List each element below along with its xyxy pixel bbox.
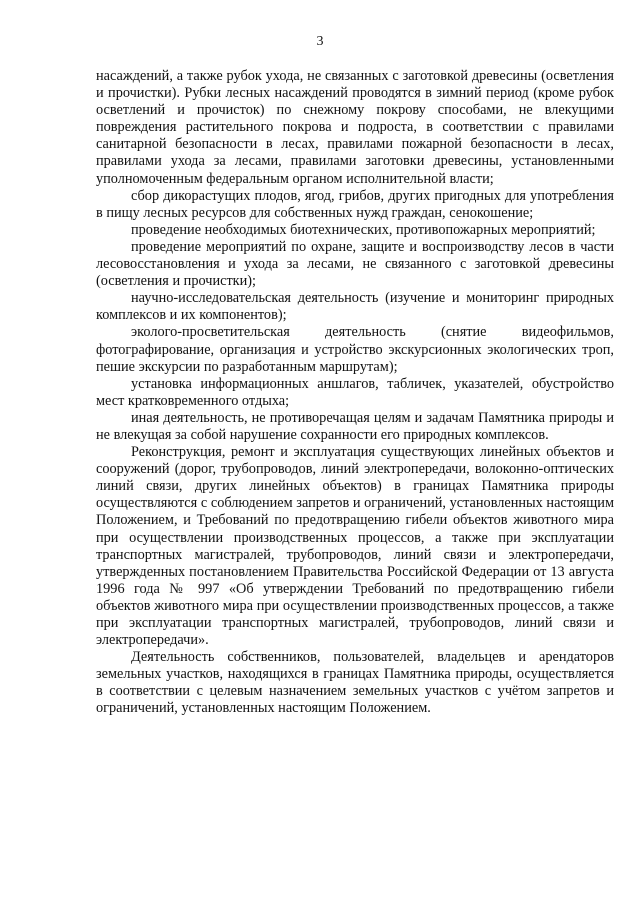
paragraph: иная деятельность, не противоречащая целям и задачам Памятника природы и не влекущая за собой нарушение сохранности его природных комплексов.	[96, 409, 614, 443]
paragraph: установка информационных аншлагов, табличек, указателей, обустройство мест кратковременного отдыха;	[96, 375, 614, 409]
paragraph: проведение необходимых биотехнических, противопожарных мероприятий;	[131, 221, 596, 238]
paragraph: насаждений, а также рубок ухода, не связанных с заготовкой древесины (осветления и прочистки). Рубки лесных насаждений проводятся в зимний период (кроме рубок осветлений и прочисток) по снежному покрову способами, не влекущими повреждения растительного покрова и подроста, в соответствии с правилами санитарной безопасности в лесах, правилами пожарной безопасности в лесах, правилами ухода за лесами, правилами заготовки древесины, установленными уполномоченным федеральным органом исполнительной власти;	[96, 68, 614, 187]
paragraph: научно-исследовательская деятельность (изучение и мониторинг природных комплексов и их компонентов);	[96, 290, 614, 324]
paragraph: Реконструкция, ремонт и эксплуатация существующих линейных объектов и сооружений (дорог, трубопроводов, линий электропередачи, волоконно-оптических линий связи, других линейных объектов) в границах Памятника природы осуществляются с соблюдением запретов и ограничений, установленных настоящим Положением, и Требований по предотвращению гибели объектов животного мира при осуществлении производственных процессов, а также при эксплуатации транспортных магистралей, трубопроводов, линий связи и электропередачи, утвержденных постановлением Правительства Российской Федерации от 13 августа 1996 года № 997 «Об утверждении Требований по предотвращению гибели объектов животного мира при осуществлении производственных процессов, а также при эксплуатации транспортных магистралей, трубопроводов, линий связи и электропередачи».	[96, 444, 614, 649]
document-body	[96, 68, 614, 718]
paragraph: эколого-просветительская деятельность (снятие видеофильмов, фотографирование, организация и устройство экскурсионных экологических троп, пешие экскурсии по разработанным маршрутам);	[96, 324, 614, 375]
paragraph: Деятельность собственников, пользователей, владельцев и арендаторов земельных участков, находящихся в границах Памятника природы, осуществляется в соответствии с целевым назначением земельных участков с учётом запретов и ограничений, установленных настоящим Положением.	[96, 649, 614, 717]
paragraph: проведение мероприятий по охране, защите и воспроизводству лесов в части лесовосстановления и ухода за лесами, не связанного с заготовкой древесины (осветления и прочистки);	[96, 238, 614, 290]
paragraph: сбор дикорастущих плодов, ягод, грибов, других пригодных для употребления в пищу лесных ресурсов для собственных нужд граждан, сенокошение;	[96, 187, 614, 221]
page-number: 3	[316, 34, 324, 49]
